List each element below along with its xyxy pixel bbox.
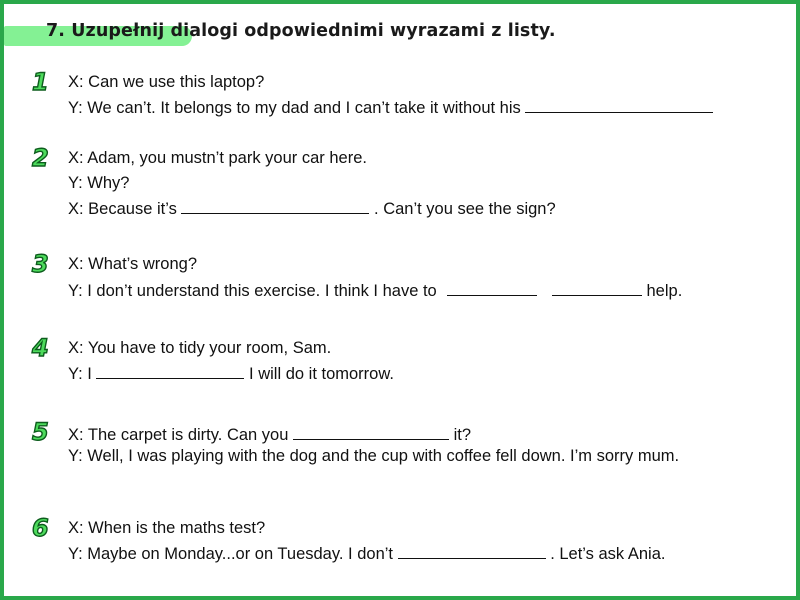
item-3-line-1: X: What’s wrong? bbox=[68, 255, 198, 273]
item-6-line-2-text-a: Y: Maybe on Monday...or on Tuesday. I don’t bbox=[68, 545, 393, 563]
item-4-line-2-text-a: Y: I bbox=[68, 365, 92, 383]
answer-blank-3a[interactable] bbox=[447, 281, 537, 296]
item-5-line-1-text-b: it? bbox=[453, 426, 472, 444]
item-2-line-2: Y: Why? bbox=[68, 174, 130, 192]
answer-blank-1[interactable] bbox=[525, 98, 713, 113]
item-3-line-2-text-b: help. bbox=[646, 282, 683, 300]
item-1-line-2-text: Y: We can’t. It belongs to my dad and I can’t take it without his bbox=[68, 99, 521, 117]
answer-blank-5[interactable] bbox=[293, 425, 449, 440]
item-2-line-3-text-b: . Can’t you see the sign? bbox=[374, 200, 556, 218]
item-number-1: 1 bbox=[32, 68, 49, 96]
answer-blank-6[interactable] bbox=[398, 544, 546, 559]
item-6-line-2 bbox=[68, 544, 665, 563]
item-2-line-3 bbox=[68, 199, 556, 218]
item-3-line-2 bbox=[68, 281, 682, 300]
item-number-3: 3 bbox=[32, 250, 49, 278]
item-2-line-1: X: Adam, you mustn’t park your car here. bbox=[68, 149, 367, 167]
item-6-line-2-text-b: . Let’s ask Ania. bbox=[550, 545, 666, 563]
item-4-line-1: X: You have to tidy your room, Sam. bbox=[68, 339, 332, 357]
item-5-line-2: Y: Well, I was playing with the dog and the cup with coffee fell down. I’m sorry mum. bbox=[68, 447, 680, 465]
exercise-title: 7. Uzupełnij dialogi odpowiednimi wyrazami z listy. bbox=[46, 21, 556, 41]
item-2-line-3-text-a: X: Because it’s bbox=[68, 200, 177, 218]
item-number-5: 5 bbox=[32, 418, 49, 446]
item-1-line-2 bbox=[68, 98, 713, 117]
item-3-line-2-text-a: Y: I don’t understand this exercise. I think I have to bbox=[68, 282, 437, 300]
item-1-line-1: X: Can we use this laptop? bbox=[68, 73, 265, 91]
item-5-line-1-text-a: X: The carpet is dirty. Can you bbox=[68, 426, 289, 444]
item-5-line-1 bbox=[68, 425, 471, 444]
answer-blank-4[interactable] bbox=[96, 364, 244, 379]
item-4-line-2 bbox=[68, 364, 394, 383]
item-number-6: 6 bbox=[32, 514, 49, 542]
item-6-line-1: X: When is the maths test? bbox=[68, 519, 266, 537]
item-4-line-2-text-b: I will do it tomorrow. bbox=[249, 365, 394, 383]
item-number-4: 4 bbox=[32, 334, 49, 362]
answer-blank-2[interactable] bbox=[181, 199, 369, 214]
item-number-2: 2 bbox=[32, 144, 49, 172]
answer-blank-3b[interactable] bbox=[552, 281, 642, 296]
